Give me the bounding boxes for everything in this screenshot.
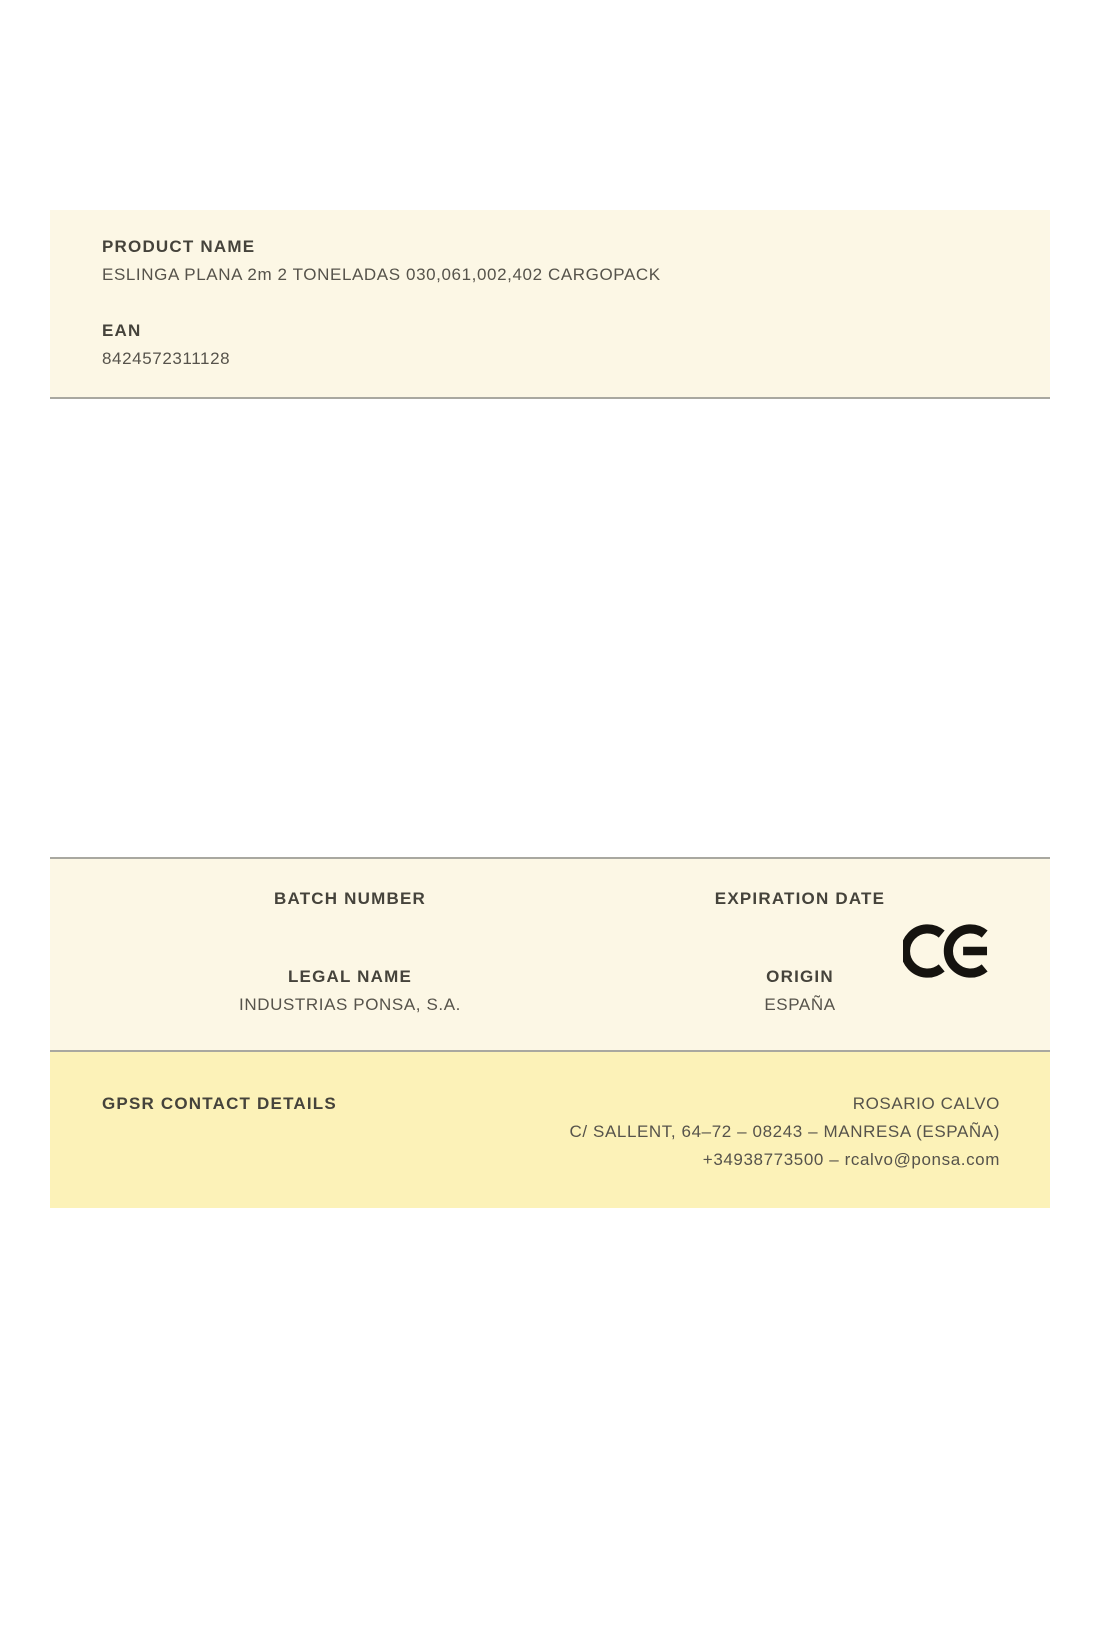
compliance-section [50, 857, 1050, 1052]
legal-origin-row [50, 917, 1050, 1015]
batch-expiration-row [50, 859, 1050, 917]
ean-field [102, 321, 998, 369]
origin-label: ORIGIN [766, 967, 834, 986]
ce-mark-icon [903, 919, 995, 983]
expiration-date-field [650, 889, 950, 917]
batch-number-field [50, 889, 650, 917]
blank-gap [50, 399, 1050, 857]
gpsr-contact-section [50, 1052, 1050, 1208]
product-info-section [50, 210, 1050, 399]
gpsr-heading: GPSR CONTACT DETAILS [102, 1094, 337, 1113]
legal-name-label: LEGAL NAME [287, 967, 413, 986]
batch-number-label: BATCH NUMBER [274, 889, 426, 908]
ean-label: EAN [102, 321, 142, 340]
legal-name-field [50, 967, 650, 1015]
product-name-value: ESLINGA PLANA 2m 2 TONELADAS 030,061,002,402 CARGOPACK [102, 265, 661, 284]
ean-value: 8424572311128 [102, 349, 231, 368]
origin-value: ESPAÑA [764, 995, 836, 1014]
gpsr-contact-address: C/ SALLENT, 64–72 – 08243 – MANRESA (ESPAÑA) [569, 1122, 1000, 1141]
gpsr-contact-name: ROSARIO CALVO [852, 1094, 1000, 1113]
legal-name-value: INDUSTRIAS PONSA, S.A. [239, 995, 461, 1014]
label-sheet [50, 210, 1050, 1208]
product-name-label: PRODUCT NAME [102, 237, 256, 256]
gpsr-contact-block [569, 1094, 1000, 1178]
expiration-date-label: EXPIRATION DATE [714, 889, 886, 908]
product-name-field [102, 237, 998, 285]
gpsr-contact-phone-email: +34938773500 – rcalvo@ponsa.com [702, 1150, 1000, 1169]
